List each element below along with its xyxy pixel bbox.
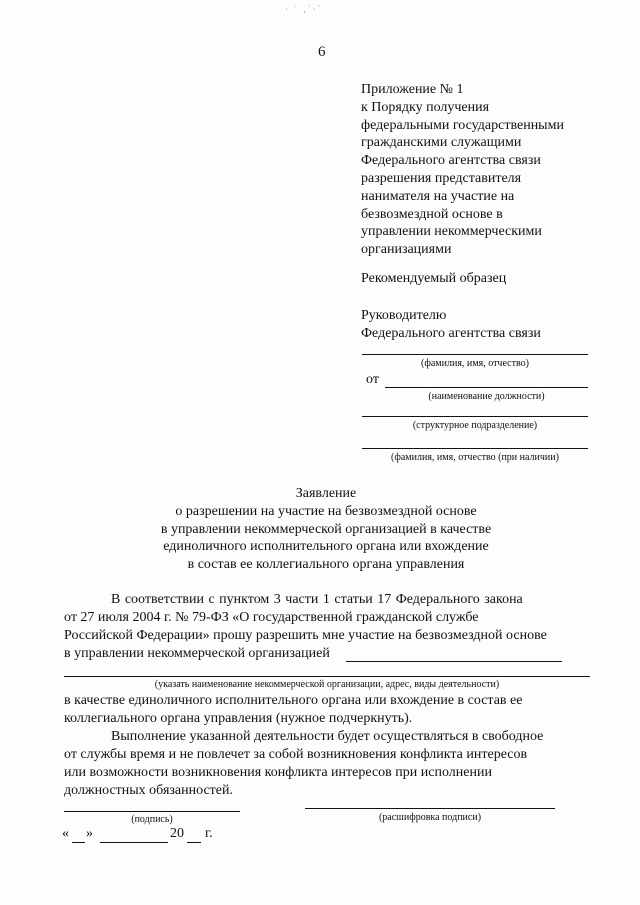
- body-line: в управлении некоммерческой организацией: [64, 646, 330, 661]
- position-caption: (наименование должности): [428, 391, 545, 402]
- position-field-line[interactable]: [385, 387, 588, 388]
- fio-field-line[interactable]: [362, 354, 588, 355]
- appendix-line: разрешения представителя: [361, 170, 522, 186]
- body-line: коллегиального органа управления (нужное подчеркнуть).: [64, 711, 413, 726]
- appendix-block: [361, 81, 564, 259]
- page-number: 6: [318, 44, 326, 60]
- appendix-line: Приложение № 1: [361, 82, 464, 97]
- scan-specks: · ˙ ,˙·˙: [285, 4, 323, 14]
- addressee-line: Федерального агентства связи: [361, 325, 541, 341]
- body-line: должностных обязанностей.: [64, 783, 233, 798]
- appendix-line: безвозмездной основе в: [361, 206, 503, 222]
- date-open-quote: «: [62, 826, 69, 841]
- from-label: от: [366, 372, 379, 387]
- body-line: Выполнение указанной деятельности будет осуществляться в свободное: [111, 729, 544, 744]
- document-title: [100, 485, 552, 574]
- appendix-line: нанимателя на участие на: [361, 188, 515, 204]
- org-details-field-line[interactable]: [64, 676, 590, 677]
- title-line: единоличного исполнительного органа или вхождение: [163, 539, 489, 555]
- date-year-field[interactable]: [187, 842, 201, 843]
- recommended-sample-label: Рекомендуемый образец: [361, 271, 507, 286]
- title-line: о разрешении на участие на безвозмездной основе: [175, 503, 477, 519]
- appendix-line: к Порядку получения: [361, 99, 490, 115]
- body-line: Российской Федерации» прошу разрешить мне участие на безвозмездной основе: [64, 628, 547, 643]
- appendix-line: организациями: [361, 242, 452, 258]
- addressee-block: [361, 307, 541, 343]
- body-line: В соответствии с пунктом 3 части 1 статьи 17 Федерального закона: [111, 592, 523, 607]
- body-line: от службы время и не повлечет за собой возникновения конфликта интересов: [64, 747, 528, 762]
- body-line: в качестве единоличного исполнительного органа или вхождение в состав ее: [64, 693, 523, 708]
- fio-opt-caption: (фамилия, имя, отчество (при наличии): [391, 452, 559, 463]
- addressee-line: Руководителю: [361, 308, 447, 323]
- signature-caption: (подпись): [131, 814, 173, 825]
- appendix-line: федеральными государственными: [361, 117, 564, 133]
- date-month-field[interactable]: [100, 842, 168, 843]
- signature-decode-field-line[interactable]: [305, 808, 555, 809]
- signature-decode-caption: (расшифровка подписи): [378, 812, 482, 823]
- date-day-field[interactable]: [72, 842, 85, 843]
- title-word: Заявление: [295, 486, 357, 501]
- body-line: или возможности возникновения конфликта интересов при исполнении: [64, 765, 492, 780]
- appendix-line: гражданскими служащими: [361, 135, 522, 151]
- appendix-line: управлении некоммерческими: [361, 224, 542, 240]
- fio-caption: (фамилия, имя, отчество): [421, 358, 529, 369]
- org-caption: (указать наименование некоммерческой организации, адрес, виды деятельности): [154, 679, 500, 690]
- date-year-prefix: 20: [170, 826, 184, 841]
- title-line: в управлении некоммерческой организацией в качестве: [160, 521, 492, 537]
- body-line: от 27 июля 2004 г. № 79-ФЗ «О государственной гражданской службе: [64, 610, 479, 625]
- date-year-suffix: г.: [205, 826, 213, 841]
- title-line: в состав ее коллегиального органа управления: [187, 557, 465, 573]
- org-name-field-line[interactable]: [346, 661, 562, 662]
- appendix-line: Федерального агентства связи: [361, 153, 541, 169]
- fio-opt-field-line[interactable]: [362, 448, 588, 449]
- date-close-quote: »: [86, 826, 93, 841]
- unit-caption: (структурное подразделение): [412, 420, 538, 431]
- unit-field-line[interactable]: [362, 416, 588, 417]
- signature-field-line[interactable]: [64, 811, 240, 812]
